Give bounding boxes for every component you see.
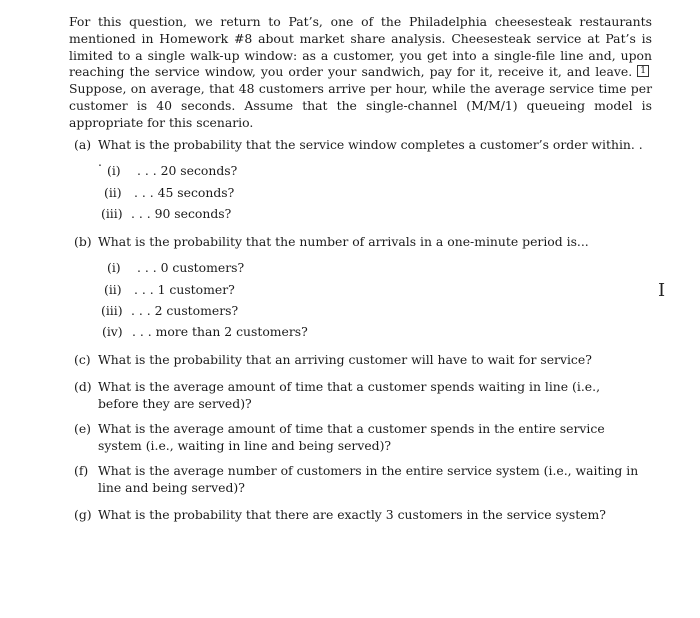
sub-question — [104, 185, 234, 202]
intro-paragraph — [69, 14, 652, 132]
question-g — [74, 507, 644, 524]
question-d — [74, 379, 644, 412]
sub-question — [101, 303, 238, 320]
question-f — [74, 463, 644, 496]
question-label: (a) — [74, 137, 92, 152]
sub-question — [104, 282, 235, 299]
sub-text: . . . 90 seconds? — [130, 206, 232, 221]
question-e — [74, 421, 644, 454]
question-label: (c) — [74, 352, 91, 367]
sub-text: . . . more than 2 customers? — [131, 324, 308, 339]
question-label: (f) — [74, 463, 89, 478]
sub-text: . . . 1 customer? — [133, 282, 235, 297]
question-text: What is the probability that the service window completes a customer’s order within. . . — [98, 137, 643, 169]
intro-text-start: For this question, we return to Pat’s, one of the Philadelphia cheesesteak restaurants mentioned in Homework #8 about market share analysis. Cheesesteak service at Pat’s is limited to a single walk-up window: as a customer, you get into a single-file line and, upon reaching the service window, you order your sandwich, pay for it, receive it, and leave. — [69, 14, 652, 80]
question-text: What is the average amount of time that a customer spends in the entire service system (i.e., waiting in line and being served)? — [98, 421, 605, 453]
question-text: What is the probability that there are exactly 3 customers in the service system? — [98, 507, 606, 522]
sub-text: . . . 0 customers? — [136, 260, 245, 275]
sub-label: (i) — [107, 260, 121, 275]
sub-label: (iii) — [101, 206, 123, 221]
text-cursor-icon: I — [658, 280, 666, 301]
sub-text: . . . 2 customers? — [130, 303, 239, 318]
sub-question — [107, 260, 244, 277]
footnote-marker[interactable]: 1 — [637, 65, 649, 77]
sub-label: (iii) — [101, 303, 123, 318]
sub-question — [101, 206, 231, 223]
question-b — [74, 234, 644, 251]
question-text: What is the average amount of time that a customer spends waiting in line (i.e., before they are served)? — [98, 379, 601, 411]
sub-text: . . . 20 seconds? — [136, 163, 238, 178]
sub-question — [107, 163, 237, 180]
sub-label: (i) — [107, 163, 121, 178]
sub-label: (ii) — [104, 282, 122, 297]
question-label: (d) — [74, 379, 92, 394]
sub-text: . . . 45 seconds? — [133, 185, 235, 200]
question-text: What is the probability that the number of arrivals in a one-minute period is... — [98, 234, 589, 249]
question-text: What is the average number of customers in the entire service system (i.e., waiting in line and being served)? — [98, 463, 639, 495]
question-text: What is the probability that an arriving customer will have to wait for service? — [98, 352, 592, 367]
question-label: (b) — [74, 234, 92, 249]
question-label: (e) — [74, 421, 92, 436]
intro-text-end: Suppose, on average, that 48 customers arrive per hour, while the average service time per customer is 40 seconds. Assume that the single-channel (M/M/1) queueing model is appropriate for this scenario. — [69, 81, 652, 130]
sub-label: (ii) — [104, 185, 122, 200]
sub-label: (iv) — [102, 324, 123, 339]
question-label: (g) — [74, 507, 92, 522]
question-c — [74, 352, 644, 369]
sub-question — [102, 324, 308, 341]
